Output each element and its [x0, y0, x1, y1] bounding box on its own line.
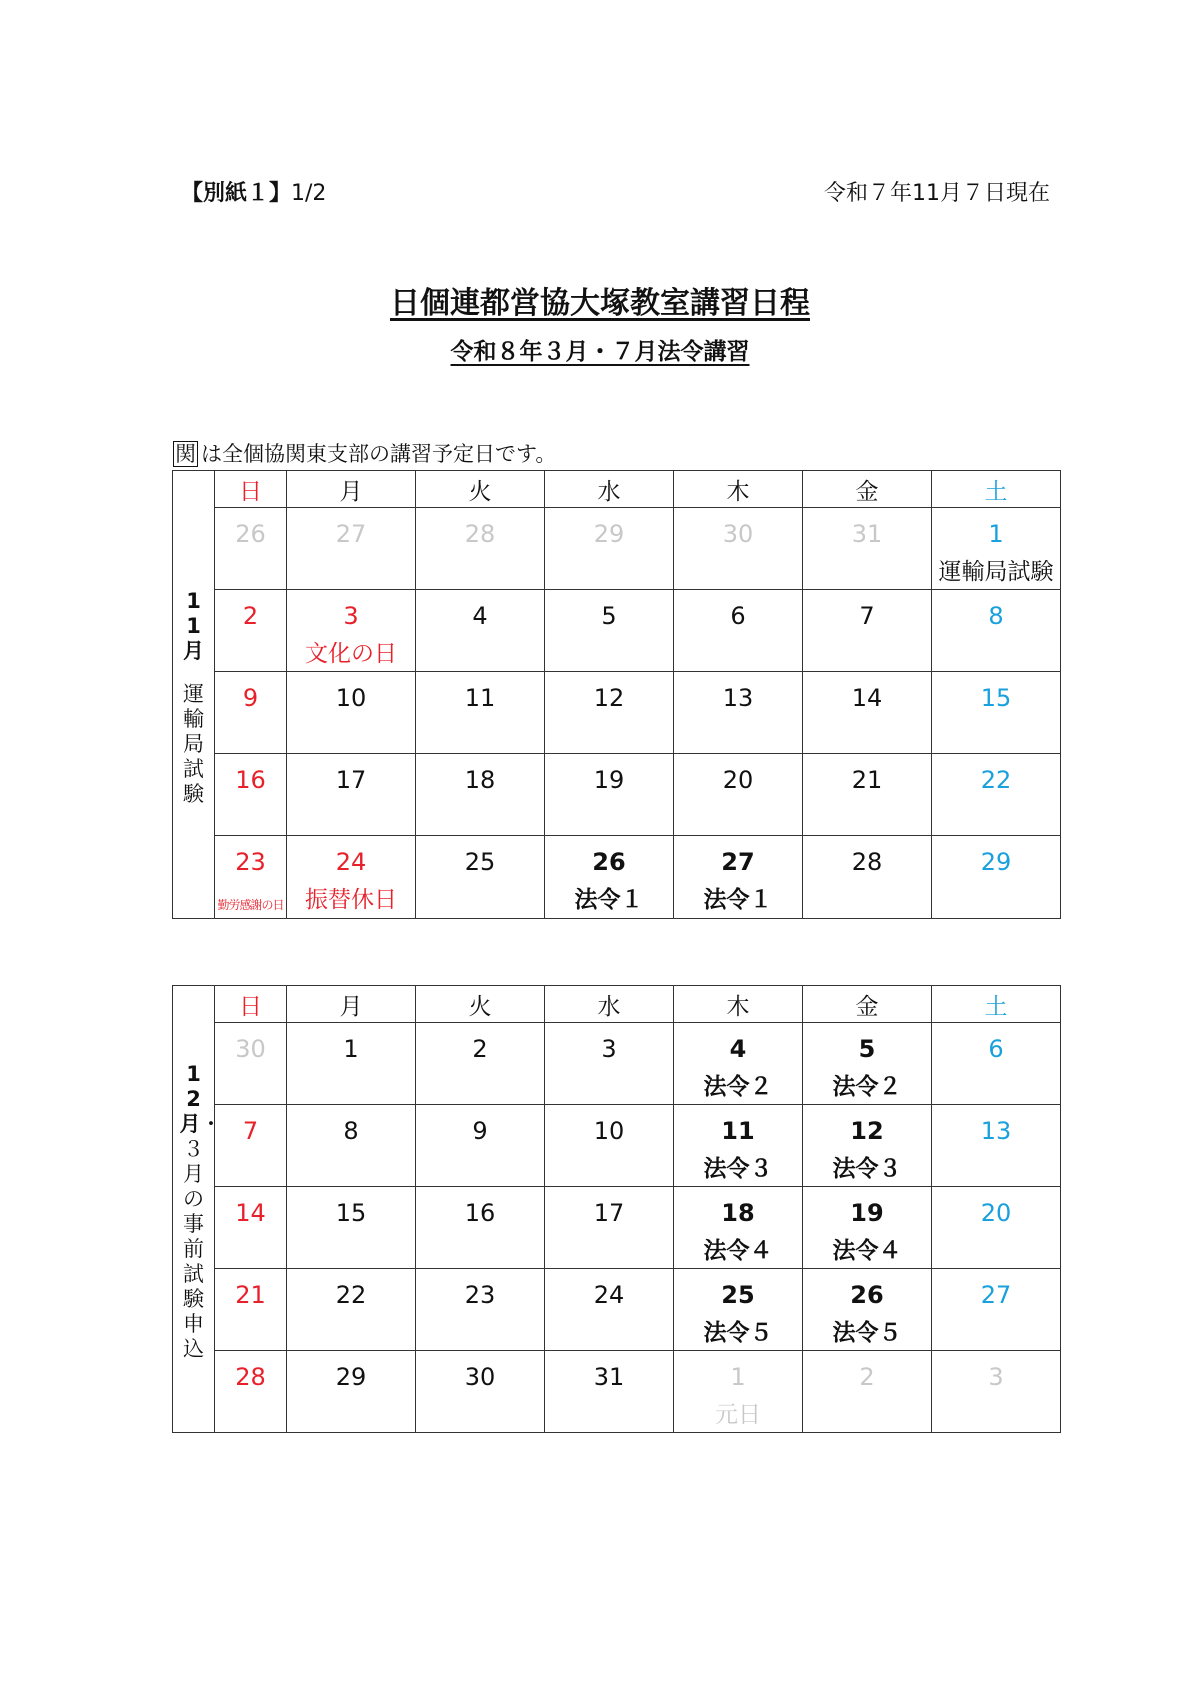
- day-event: 元日: [715, 1402, 761, 1428]
- week-row: [173, 508, 1061, 590]
- day-cell: [215, 672, 287, 754]
- day-cell: [215, 1351, 287, 1433]
- week-row: [173, 1023, 1061, 1105]
- day-cell: [803, 672, 932, 754]
- day-cell: [803, 836, 932, 919]
- day-number: 18: [464, 766, 496, 794]
- day-number: 29: [593, 520, 625, 548]
- day-number: 13: [980, 1117, 1012, 1145]
- weekday-header: 日: [215, 471, 287, 508]
- day-cell: [674, 1105, 803, 1187]
- day-cell: [803, 590, 932, 672]
- day-cell: [545, 1269, 674, 1351]
- document-subtitle: [0, 333, 1200, 366]
- week-row: [173, 1269, 1061, 1351]
- day-number: 7: [859, 602, 875, 630]
- day-cell: [932, 590, 1061, 672]
- day-number: 10: [593, 1117, 625, 1145]
- day-cell: [287, 754, 416, 836]
- day-cell: [932, 1351, 1061, 1433]
- day-number: 27: [980, 1281, 1012, 1309]
- weekday-header: 土: [932, 986, 1061, 1023]
- day-cell: [215, 590, 287, 672]
- day-number: 26: [850, 1281, 884, 1309]
- day-number: 4: [472, 602, 488, 630]
- day-number: 21: [851, 766, 883, 794]
- day-number: 2: [859, 1363, 875, 1391]
- week-row: [173, 1187, 1061, 1269]
- day-number: 14: [851, 684, 883, 712]
- weekday-header: 月: [287, 986, 416, 1023]
- day-cell: [932, 508, 1061, 590]
- day-cell: [803, 1269, 932, 1351]
- day-cell: [287, 1023, 416, 1105]
- day-number: 5: [858, 1035, 876, 1063]
- legend-note: [173, 440, 556, 468]
- day-number: 30: [235, 1035, 266, 1063]
- weekday-header: 金: [803, 471, 932, 508]
- day-number: 26: [235, 520, 266, 548]
- day-cell: [545, 508, 674, 590]
- day-number: 11: [721, 1117, 755, 1145]
- day-event: 法令１: [703, 887, 773, 913]
- page-number: 1/2: [291, 181, 327, 206]
- day-cell: [545, 836, 674, 919]
- day-number: 28: [235, 1363, 266, 1391]
- day-number: 30: [722, 520, 754, 548]
- day-cell: [932, 672, 1061, 754]
- day-number: 1: [730, 1363, 746, 1391]
- day-event: 運輸局試験: [938, 559, 1054, 585]
- month-vertical-text: [179, 1062, 222, 1362]
- day-cell: [674, 1269, 803, 1351]
- day-cell: [416, 1187, 545, 1269]
- day-number: 16: [235, 766, 266, 794]
- day-cell: [416, 1023, 545, 1105]
- month-side-label: [173, 471, 215, 919]
- week-row: [173, 836, 1061, 919]
- day-number: 8: [988, 602, 1004, 630]
- weekday-header: 水: [545, 986, 674, 1023]
- day-number: 6: [730, 602, 746, 630]
- month-vertical-text: [180, 589, 208, 807]
- attachment-label: [181, 176, 326, 207]
- as-of-date: 令和７年11月７日現在: [824, 181, 1050, 206]
- day-cell: [674, 1187, 803, 1269]
- day-number: 24: [593, 1281, 625, 1309]
- day-cell: [215, 754, 287, 836]
- day-cell: [287, 1187, 416, 1269]
- legend-box: 関: [175, 442, 196, 466]
- day-cell: [674, 590, 803, 672]
- day-number: 29: [980, 848, 1012, 876]
- day-cell: [803, 508, 932, 590]
- day-number: 6: [988, 1035, 1004, 1063]
- day-number: 10: [335, 684, 367, 712]
- day-cell: [287, 1105, 416, 1187]
- day-event: 法令３: [703, 1156, 773, 1182]
- day-cell: [674, 836, 803, 919]
- day-cell: [932, 1269, 1061, 1351]
- day-number: 13: [722, 684, 754, 712]
- day-cell: [287, 836, 416, 919]
- weekday-header-row: [173, 471, 1061, 508]
- day-event: 法令４: [832, 1238, 902, 1264]
- week-row: [173, 1351, 1061, 1433]
- day-cell: [416, 672, 545, 754]
- day-number: 23: [464, 1281, 496, 1309]
- day-cell: [674, 672, 803, 754]
- day-cell: [287, 590, 416, 672]
- day-cell: [932, 1187, 1061, 1269]
- day-cell: [416, 754, 545, 836]
- day-number: 26: [592, 848, 626, 876]
- legend-text: は全個協関東支部の講習予定日です。: [201, 442, 557, 466]
- day-cell: [932, 836, 1061, 919]
- side-caption: 運輸局試験: [183, 681, 204, 806]
- day-cell: [803, 1187, 932, 1269]
- week-row: [173, 1105, 1061, 1187]
- weekday-header: 火: [416, 471, 545, 508]
- day-event: 振替休日: [305, 887, 397, 913]
- day-cell: [215, 836, 287, 919]
- day-number: 15: [335, 1199, 367, 1227]
- day-number: 25: [721, 1281, 755, 1309]
- day-cell: [215, 1269, 287, 1351]
- day-cell: [545, 672, 674, 754]
- day-cell: [287, 1269, 416, 1351]
- document-subtitle-text: 令和８年３月・７月法令講習: [450, 339, 750, 365]
- day-number: 17: [593, 1199, 625, 1227]
- day-number: 9: [242, 684, 259, 712]
- week-row: [173, 754, 1061, 836]
- day-event: 法令２: [832, 1074, 902, 1100]
- calendar-november: [172, 470, 1061, 919]
- day-event: 法令２: [703, 1074, 773, 1100]
- day-cell: [545, 590, 674, 672]
- weekday-header: 木: [674, 986, 803, 1023]
- document-title-text: 日個連都営協大塚教室講習日程: [390, 286, 810, 321]
- day-event: 文化の日: [305, 641, 397, 667]
- day-number: 12: [593, 684, 625, 712]
- day-cell: [215, 508, 287, 590]
- day-cell: [416, 590, 545, 672]
- day-number: 18: [721, 1199, 755, 1227]
- weekday-header: 土: [932, 471, 1061, 508]
- day-number: 28: [851, 848, 883, 876]
- day-cell: [674, 1351, 803, 1433]
- week-row: [173, 672, 1061, 754]
- day-event: 法令３: [832, 1156, 902, 1182]
- day-number: 25: [464, 848, 496, 876]
- day-cell: [803, 1023, 932, 1105]
- day-cell: [545, 1105, 674, 1187]
- day-cell: [416, 1105, 545, 1187]
- day-event: 法令１: [574, 887, 644, 913]
- day-number: 14: [235, 1199, 266, 1227]
- day-number: 4: [729, 1035, 747, 1063]
- calendar-december: [172, 985, 1061, 1433]
- day-cell: [215, 1105, 287, 1187]
- day-cell: [545, 1187, 674, 1269]
- day-number: 31: [851, 520, 883, 548]
- day-number: 20: [722, 766, 754, 794]
- day-number: 19: [850, 1199, 884, 1227]
- day-cell: [932, 1105, 1061, 1187]
- day-cell: [674, 508, 803, 590]
- day-cell: [803, 754, 932, 836]
- weekday-header: 水: [545, 471, 674, 508]
- weekday-header-row: [173, 986, 1061, 1023]
- day-number: 31: [593, 1363, 625, 1391]
- day-number: 2: [242, 602, 259, 630]
- day-number: 7: [242, 1117, 259, 1145]
- day-cell: [416, 1351, 545, 1433]
- day-number: 1: [988, 520, 1004, 548]
- day-number: 9: [472, 1117, 488, 1145]
- day-number: 19: [593, 766, 625, 794]
- document-title: [0, 278, 1200, 322]
- weekday-header: 月: [287, 471, 416, 508]
- day-number: 12: [850, 1117, 884, 1145]
- day-number: 16: [464, 1199, 496, 1227]
- day-cell: [287, 672, 416, 754]
- day-number: 20: [980, 1199, 1012, 1227]
- day-cell: [545, 754, 674, 836]
- side-month: 12月: [179, 1062, 201, 1136]
- day-cell: [416, 1269, 545, 1351]
- month-side-label: [173, 986, 222, 1433]
- day-number: 8: [343, 1117, 359, 1145]
- day-event: 法令４: [703, 1238, 773, 1264]
- day-number: 24: [335, 848, 367, 876]
- day-cell: [674, 1023, 803, 1105]
- day-number: 1: [343, 1035, 359, 1063]
- day-cell: [932, 1023, 1061, 1105]
- day-cell: [215, 1187, 287, 1269]
- side-caption: ・３月の事前試験申込: [183, 1112, 222, 1361]
- day-number: 27: [335, 520, 367, 548]
- day-number: 21: [235, 1281, 266, 1309]
- day-cell: [803, 1105, 932, 1187]
- day-number: 3: [343, 602, 359, 630]
- day-cell: [803, 1351, 932, 1433]
- day-number: 22: [980, 766, 1012, 794]
- day-cell: [545, 1351, 674, 1433]
- day-cell: [416, 508, 545, 590]
- weekday-header: 日: [215, 986, 287, 1023]
- day-number: 3: [601, 1035, 617, 1063]
- day-number: 3: [988, 1363, 1004, 1391]
- weekday-header: 木: [674, 471, 803, 508]
- side-month: 11月: [183, 588, 204, 663]
- attachment-tag: 【別紙１】: [181, 181, 292, 206]
- day-cell: [287, 1351, 416, 1433]
- day-number: 2: [472, 1035, 488, 1063]
- day-cell: [932, 754, 1061, 836]
- day-event: 法令５: [703, 1320, 773, 1346]
- day-event: 法令５: [832, 1320, 902, 1346]
- day-number: 27: [721, 848, 755, 876]
- day-cell: [215, 1023, 287, 1105]
- day-number: 29: [335, 1363, 367, 1391]
- day-cell: [545, 1023, 674, 1105]
- day-number: 23: [235, 848, 266, 876]
- day-number: 28: [464, 520, 496, 548]
- day-number: 11: [464, 684, 496, 712]
- day-number: 30: [464, 1363, 496, 1391]
- day-number: 5: [601, 602, 617, 630]
- day-cell: [416, 836, 545, 919]
- day-number: 17: [335, 766, 367, 794]
- day-number: 22: [335, 1281, 367, 1309]
- day-cell: [674, 754, 803, 836]
- day-event: 勤労感謝の日: [217, 898, 284, 912]
- week-row: [173, 590, 1061, 672]
- weekday-header: 火: [416, 986, 545, 1023]
- weekday-header: 金: [803, 986, 932, 1023]
- day-cell: [287, 508, 416, 590]
- day-number: 15: [980, 684, 1012, 712]
